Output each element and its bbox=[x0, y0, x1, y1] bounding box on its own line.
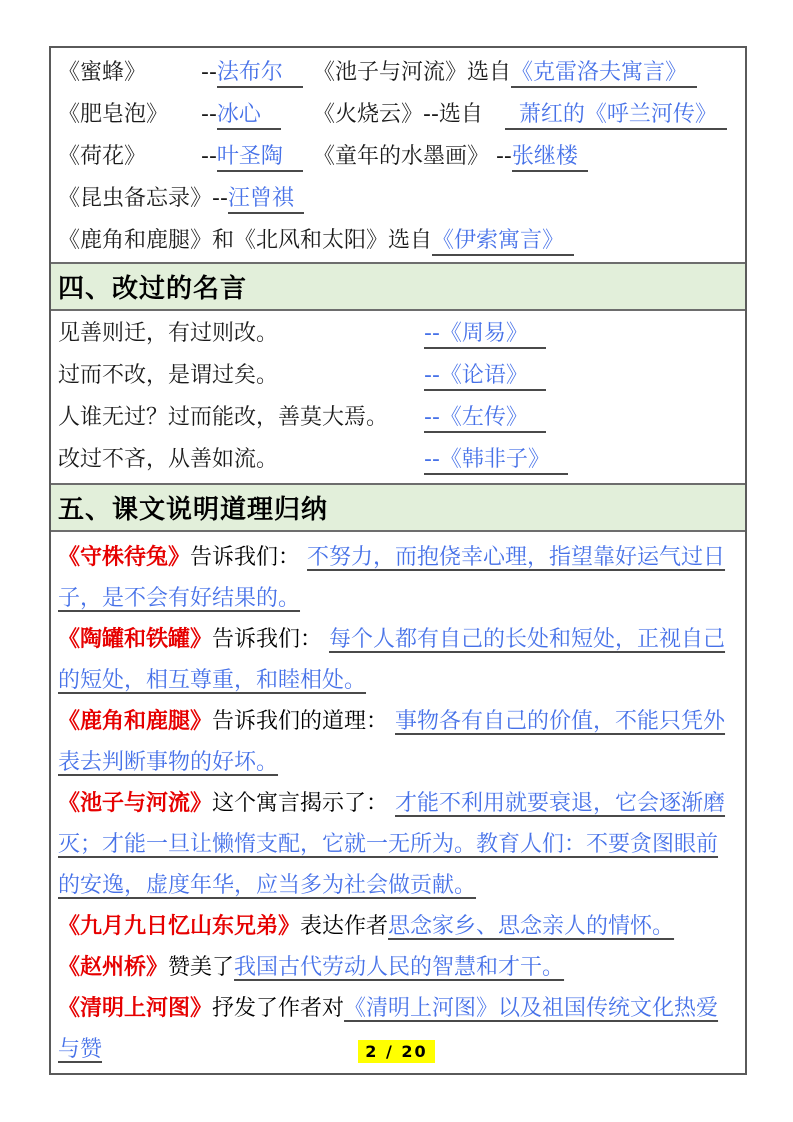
lesson-item bbox=[58, 783, 738, 906]
author-name: 冰心 bbox=[217, 102, 281, 130]
lesson-work-title: 《陶罐和铁罐》 bbox=[58, 627, 213, 652]
lesson-work-title: 《九月九日忆山东兄弟》 bbox=[58, 914, 301, 939]
work-rest-text: 《童年的水墨画》 -- bbox=[313, 144, 512, 169]
author-name: 法布尔 bbox=[217, 60, 303, 88]
quote-text: 改过不吝，从善如流。 bbox=[58, 447, 279, 472]
lesson-connector: 赞美了 bbox=[168, 955, 235, 980]
work-title: 《鹿角和鹿腿》和《北风和太阳》选自 bbox=[58, 228, 433, 253]
quote-text: 见善则迁，有过则改。 bbox=[58, 321, 279, 346]
work-title: 《肥皂泡》 bbox=[58, 102, 169, 127]
lesson-item bbox=[58, 537, 738, 619]
quote-text: 人谁无过？过而能改，善莫大焉。 bbox=[58, 405, 389, 430]
quote-source: --《论语》 bbox=[424, 363, 546, 391]
source-book: 《克雷洛夫寓言》 bbox=[511, 60, 697, 88]
author-cell bbox=[201, 94, 313, 136]
lesson-work-title: 《守株待兔》 bbox=[58, 545, 191, 570]
work-row-hehua bbox=[51, 136, 745, 178]
lesson-work-title: 《赵州桥》 bbox=[58, 955, 169, 980]
quote-source: --《韩非子》 bbox=[424, 447, 568, 475]
lesson-connector: 表达作者 bbox=[300, 914, 389, 939]
section-five-header bbox=[51, 483, 745, 532]
page-footer bbox=[0, 1040, 793, 1063]
work-title: 《昆虫备忘录》-- bbox=[58, 186, 228, 211]
lesson-work-title: 《清明上河图》 bbox=[58, 996, 213, 1021]
works-authors-list bbox=[51, 48, 745, 262]
lesson-work-title: 《鹿角和鹿腿》 bbox=[58, 709, 213, 734]
lesson-text: 才能不利用就要衰退，它会逐渐磨灭；才能一旦让懒惰支配，它就一无所为。教育人们：不要贪图眼前的安逸，虚度年华，应当多为社会做贡献。 bbox=[58, 791, 726, 898]
work-title: 《荷花》 bbox=[58, 144, 147, 169]
lesson-item bbox=[58, 619, 738, 701]
quote-row bbox=[51, 397, 745, 439]
quotes-list bbox=[51, 311, 745, 483]
source-book: 萧红的《呼兰河传》 bbox=[505, 102, 727, 130]
dash: -- bbox=[201, 102, 217, 127]
author-name-2: 张继楼 bbox=[512, 144, 588, 172]
notes-table bbox=[49, 46, 747, 1075]
work-row-mifeng bbox=[51, 52, 745, 94]
author-cell bbox=[201, 136, 313, 178]
section-four-header bbox=[51, 262, 745, 311]
dash: -- bbox=[201, 60, 217, 85]
work-rest-text: 《池子与河流》选自 bbox=[313, 60, 512, 85]
lesson-connector: 告诉我们： bbox=[190, 545, 308, 570]
lesson-text: 《清明上河图》以及祖国传统文化热爱与赞 bbox=[58, 996, 719, 1062]
lesson-work-title: 《池子与河流》 bbox=[58, 791, 213, 816]
quote-row bbox=[51, 355, 745, 397]
source-book: 《伊索寓言》 bbox=[432, 228, 574, 256]
quote-source: --《左传》 bbox=[424, 405, 546, 433]
work-row-lujiao bbox=[51, 220, 745, 262]
quote-row bbox=[51, 313, 745, 355]
lesson-text: 事物各有自己的价值，不能只凭外表去判断事物的好坏。 bbox=[58, 709, 726, 775]
author-name: 汪曾祺 bbox=[228, 186, 304, 214]
work-rest-text: 《火烧云》--选自 bbox=[313, 102, 483, 127]
quote-source: --《周易》 bbox=[424, 321, 546, 349]
lesson-connector: 告诉我们的道理： bbox=[212, 709, 396, 734]
author-name: 叶圣陶 bbox=[217, 144, 303, 172]
lesson-text: 我国古代劳动人民的智慧和才干。 bbox=[234, 955, 565, 980]
section-five-title: 五、课文说明道理归纳 bbox=[58, 495, 329, 525]
dash: -- bbox=[201, 144, 217, 169]
lesson-item bbox=[58, 701, 738, 783]
lesson-text: 每个人都有自己的长处和短处，正视自己的短处，相互尊重，和睦相处。 bbox=[58, 627, 726, 693]
work-title: 《蜜蜂》 bbox=[58, 60, 147, 85]
lesson-item bbox=[58, 947, 738, 988]
lesson-connector: 这个寓言揭示了： bbox=[212, 791, 396, 816]
lesson-connector: 告诉我们： bbox=[212, 627, 330, 652]
work-row-feizaopao bbox=[51, 94, 745, 136]
lessons-list bbox=[51, 532, 745, 1073]
author-cell bbox=[201, 52, 313, 94]
lesson-text: 思念家乡、思念亲人的情怀。 bbox=[388, 914, 675, 939]
lesson-item bbox=[58, 906, 738, 947]
lesson-connector: 抒发了作者对 bbox=[212, 996, 345, 1021]
page-number: 2 / 20 bbox=[358, 1040, 434, 1063]
section-four-title: 四、改过的名言 bbox=[58, 274, 248, 304]
work-row-kunchong bbox=[51, 178, 745, 220]
lesson-text: 不努力，而抱侥幸心理，指望靠好运气过日子，是不会有好结果的。 bbox=[58, 545, 726, 611]
quote-row bbox=[51, 439, 745, 481]
quote-text: 过而不改，是谓过矣。 bbox=[58, 363, 279, 388]
